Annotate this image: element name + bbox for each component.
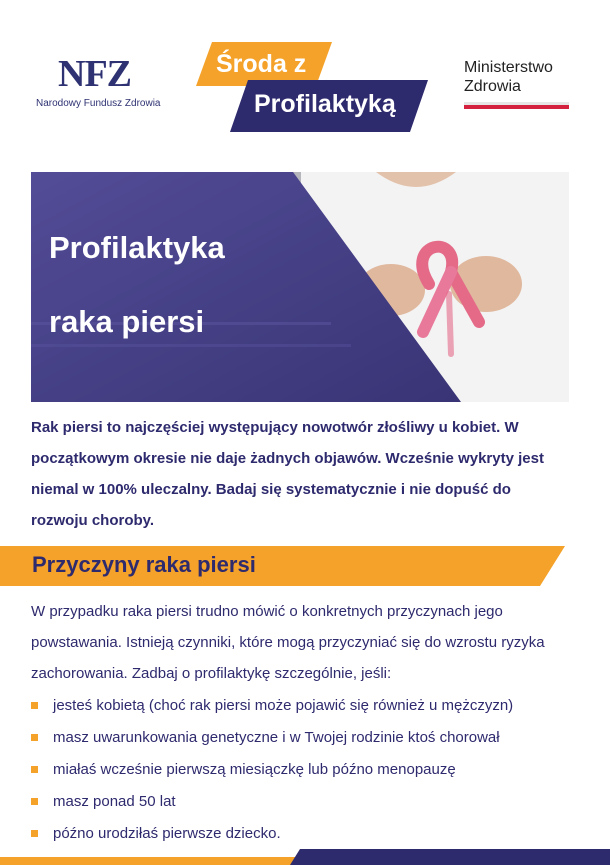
list-item-text: masz uwarunkowania genetyczne i w Twojej rodzinie ktoś chorował	[53, 729, 500, 746]
risk-factor-list	[31, 690, 513, 850]
intro-paragraph: Rak piersi to najczęściej występujący nowotwór złośliwy u kobiet. W początkowym okresie nie daje żadnych objawów. Wcześnie wykryty jest niemal w 100% uleczalny. Badaj się systematycznie i nie dopuść do rozwoju choroby.	[31, 419, 544, 529]
nfz-logo-mark: NFZ	[58, 53, 131, 95]
list-item-text: masz ponad 50 lat	[53, 793, 176, 810]
campaign-line-2: Profilaktyką	[254, 90, 396, 118]
section-banner	[0, 546, 565, 586]
hero-title-line-1: Profilaktyka	[49, 230, 225, 265]
list-item	[31, 690, 513, 722]
causes-paragraph: W przypadku raka piersi trudno mówić o konkretnych przyczynach jego powstawania. Istnieją czynniki, które mogą przyczyniać się do wzrostu ryzyka zachorowania. Zadbaj o profilaktykę szczególnie, jeśli:	[31, 603, 545, 682]
bullet-icon	[31, 734, 38, 741]
ministry-flag-red	[464, 105, 569, 109]
hero-title	[49, 230, 225, 340]
list-item-text: jesteś kobietą (choć rak piersi może pojawić się również u mężczyzn)	[53, 697, 514, 714]
list-item-text: późno urodziłaś pierwsze dziecko.	[53, 825, 281, 842]
bullet-icon	[31, 798, 38, 805]
hero-title-line-2: raka piersi	[49, 304, 205, 339]
ministry-logo	[464, 58, 574, 114]
hero-banner	[31, 172, 569, 402]
nfz-logo	[36, 54, 176, 112]
list-item	[31, 722, 513, 754]
campaign-line-1: Środa z	[216, 50, 307, 78]
campaign-badge	[192, 40, 428, 132]
list-item	[31, 786, 513, 818]
footer-strip	[0, 845, 610, 865]
nfz-logo-name: Narodowy Fundusz Zdrowia	[36, 98, 161, 109]
list-item	[31, 754, 513, 786]
bullet-icon	[31, 830, 38, 837]
ministry-logo-line-1: Ministerstwo	[464, 59, 553, 76]
section-title: Przyczyny raka piersi	[32, 552, 256, 577]
bullet-icon	[31, 702, 38, 709]
bullet-icon	[31, 766, 38, 773]
list-item-text: miałaś wcześnie pierwszą miesiączkę lub późno menopauzę	[53, 761, 456, 778]
ministry-logo-line-2: Zdrowia	[464, 78, 521, 95]
